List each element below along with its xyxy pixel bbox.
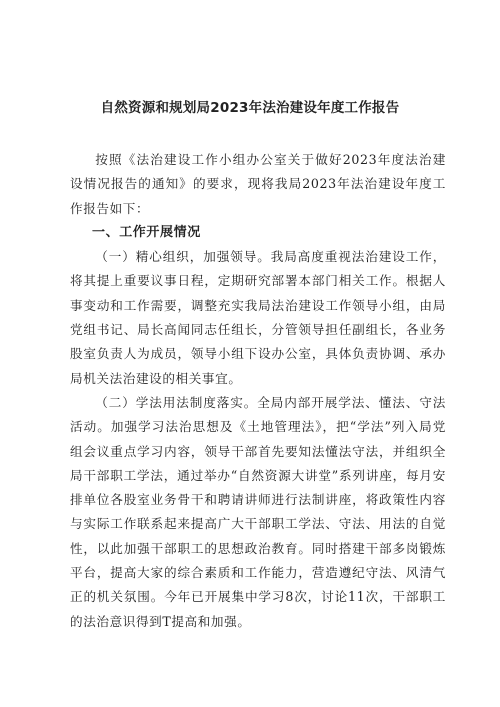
document-body [70,148,446,634]
document-title: 自然资源和规划局2023年法治建设年度工作报告 [100,100,400,116]
intro-paragraph: 按照《法治建设工作小组办公室关于做好2023年度法治建设情况报告的通知》的要求，现将我局2023年法治建设年度工作报告如下： [70,152,446,216]
paragraph-leadership: （一）精心组织，加强领导。我局高度重视法治建设工作，将其提上重要议事日程，定期研究部署本部门相关工作。根据人事变动和工作需要，调整充实我局法治建设工作领导小组，由局党组书记、局长高闻同志任组长，分管领导担任副组长，各业务股室负责人为成员，领导小组下设办公室，具体负责协调、承办局机关法治建设的相关事宜。 [70,249,446,386]
section-heading: 一、工作开展情况 [92,224,201,240]
paragraph-study-law: （二）学法用法制度落实。全局内部开展学法、懂法、守法活动。加强学习法治思想及《土地管理法》，把“学法”列入局党组会议重点学习内容，领导干部首先要知法懂法守法，并组织全局干部职工学法，通过举办“自然资源大讲堂”系列讲座，每月安排单位各股室业务骨干和聘请讲师进行法制讲座，将政策性内容与实际工作联系起来提高广大干部职工学法、守法、用法的自觉性，以此加强干部职工的思想政治教育。同时搭建干部多岗锻炼平台，提高大家的综合素质和工作能力，营造遵纪守法、风清气正的机关氛围。今年已开展集中学习8次，讨论11次，干部职工的法治意识得到T提高和加强。 [70,394,446,629]
